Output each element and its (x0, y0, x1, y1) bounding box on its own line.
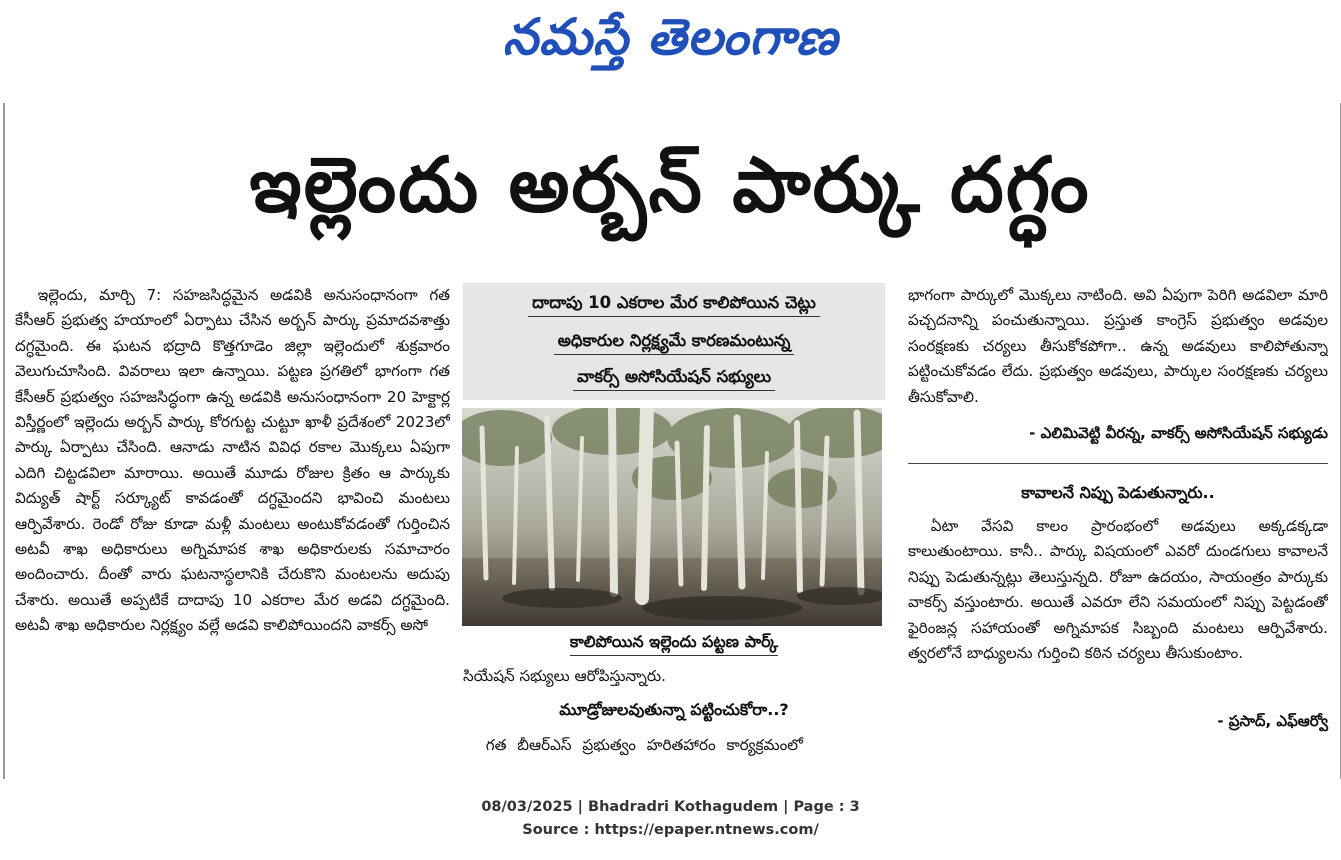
deck-line-2-text: అధికారుల నిర్లక్ష్యమే కారణమంటున్న (554, 331, 795, 355)
center-subhead: మూడ్రోజులవుతున్నా పట్టించుకోరా..? (559, 700, 789, 719)
photo-caption (463, 632, 885, 655)
deck-line-2 (463, 331, 885, 354)
deck-box (463, 283, 885, 400)
right-top-text: భాగంగా పార్కులో మొక్కలు నాటింది. అవి ఏపుగా పెరిగి అడవిలా మారి పచ్చదనాన్ని పంచుతున్నాయి. ప్రస్తుత కాంగ్రెస్ ప్రభుత్వం అడవుల సంరక్షణకు చర్యలు తీసుకోకపోగా.. ఉన్న అడవులు కాలిపోతున్నా పట్టించుకోవడం లేదు. ప్రభుత్వం అడవులు, పార్కుల సంరక్షణకు చర్యలు తీసుకోవాలి. (908, 286, 1328, 406)
right-column-top (908, 283, 1328, 413)
right-divider (908, 463, 1328, 464)
center-continuation: సియేషన్ సభ్యులు ఆరోపిస్తున్నారు. (463, 667, 666, 685)
left-column (15, 283, 450, 763)
right-column-bottom (908, 514, 1328, 699)
quote-attribution-1: - ఎలిమివెట్టి వీరన్న, వాకర్స్ అసోసియేషన్ సభ్యుడు (1029, 424, 1328, 442)
masthead-logo: నమస్తే తెలంగాణ (502, 8, 839, 66)
deck-line-3 (463, 367, 885, 390)
photo-caption-text: కాలిపోయిన ఇల్లెందు పట్టణ పార్క్ (570, 632, 778, 656)
deck-line-3-text: వాకర్స్ అసోసియేషన్ సభ్యులు (573, 367, 775, 391)
right-bottom-text: ఏటా వేసవి కాలం ప్రారంభంలో అడవులు అక్కడక్కడా కాలుతుంటాయి. కానీ.. పార్కు విషయంలో ఎవరో దుండగులు కావాలనే నిప్పు పెడుతున్నట్లు తెలుస్తున్నది. రోజూ ఉదయం, సాయంత్రం పార్కుకు వాకర్స్ వస్తుంటారు. అయితే ఎవరూ లేని సమయంలో నిప్పు పెట్టడంతో ఫైరింజన్ల సహాయంతో అగ్నిమాపక సిబ్బంది మంటలు ఆర్పివేశారు. త్వరలోనే బాధ్యులను గుర్తించి కఠిన చర్యలు తీసుకుంటాం. (908, 517, 1328, 663)
deck-line-1 (463, 293, 885, 316)
burnt-park-photo (462, 408, 882, 626)
left-column-text: ఇల్లెందు, మార్చి 7: సహజసిద్ధమైన అడవికి అనుసంధానంగా గత కేసీఆర్ ప్రభుత్వ హయాంలో ఏర్పాటు చేసిన అర్బన్ పార్కు ప్రమాదవశాత్తు దగ్ధమైంది. ఈ ఘటన భద్రాది కొత్తగూడెం జిల్లా ఇల్లెందులో శుక్రవారం వెలుగుచూసింది. వివరాలు ఇలా ఉన్నాయి. పట్టణ ప్రగతిలో భాగంగా గత కేసీఆర్ ప్రభుత్వం సహజసిద్ధంగా ఉన్న అడవికి అనుసంధానంగా 20 హెక్టార్ల విస్తీర్ణంలో ఇల్లెందు అర్బన్ పార్కు కోరగుట్ట చుట్టూ ఖాళీ ప్రదేశంలో 2023లో పార్కు ఏర్పాటు చేసింది. ఆనాడు నాటిన వివిధ రకాల మొక్కలు ఏపుగా ఎదిగి చిట్టడవిలా మారాయి. అయితే మూడు రోజుల క్రితం ఆ పార్కుకు విద్యుత్ షార్ట్ సర్క్యూట్ కావడంతో దగ్ధమైందని భావించి మంటలు ఆర్పివేశారు. రెండో రోజు కూడా మళ్లీ మంటలు అంటుకోవడంతో గుర్తించిన అటవీ శాఖ అధికారులు అగ్నిమాపక శాఖ అధికారులకు సమాచారం అందించారు. దీంతో వారు ఘటనాస్థలానికి చేరుకొని మంటలను అదుపు చేశారు. అయితే అప్పటికే దాదాపు 10 ఎకరాల మేర అడవి దగ్ధమైంది. అటవీ శాఖ అధికారుల నిర్లక్ష్యం వల్లే అడవి కాలిపోయిందని వాకర్స్ అసో (15, 286, 450, 635)
quote-attribution-2: - ప్రసాద్, ఎఫ్ఆర్వో (1217, 712, 1328, 730)
article-headline: ఇల్లెందు అర్బన్ పార్కు దగ్ధం (249, 140, 1091, 229)
footer-source: Source : https://epaper.ntnews.com/ (522, 822, 819, 838)
deck-line-1-text: దాదాపు 10 ఎకరాల మేర కాలిపోయిన చెట్లు (528, 293, 820, 317)
footer-date-edition: 08/03/2025 | Bhadradri Kothagudem | Page : 3 (481, 799, 860, 815)
center-paragraph: గత బీఆర్ఎస్ ప్రభుత్వం హరితహారం కార్యక్రమంలో (485, 736, 803, 754)
right-subhead: కావాలనే నిప్పు పెడుతున్నారు.. (1021, 483, 1215, 502)
forest-illustration (462, 408, 882, 626)
